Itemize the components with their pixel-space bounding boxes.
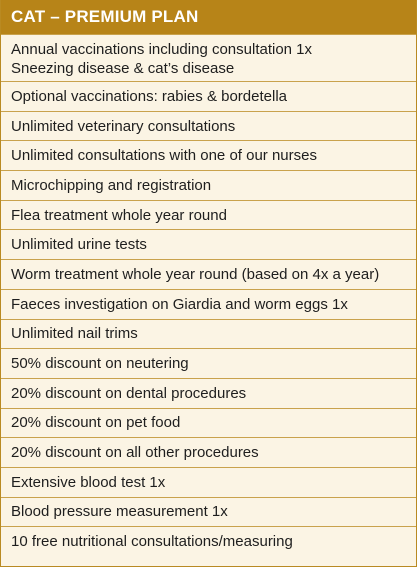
list-item: Faeces investigation on Giardia and worm eggs 1x [1, 289, 416, 319]
list-item: 10 free nutritional consultations/measuring [1, 526, 416, 556]
list-item: Flea treatment whole year round [1, 200, 416, 230]
plan-item-list [1, 34, 416, 566]
list-item: 20% discount on pet food [1, 408, 416, 438]
list-item: Unlimited consultations with one of our nurses [1, 140, 416, 170]
list-item: Extensive blood test 1x [1, 467, 416, 497]
plan-title: CAT – PREMIUM PLAN [1, 0, 416, 34]
list-item: 50% discount on neutering [1, 348, 416, 378]
list-item-line: Sneezing disease & cat’s disease [11, 60, 235, 77]
list-item: 20% discount on dental procedures [1, 378, 416, 408]
list-item: Worm treatment whole year round (based on 4x a year) [1, 259, 416, 289]
list-item-line: Annual vaccinations including consultation 1x [11, 41, 313, 58]
list-item: 20% discount on all other procedures [1, 437, 416, 467]
list-item: Blood pressure measurement 1x [1, 497, 416, 527]
list-item: Microchipping and registration [1, 170, 416, 200]
list-item: Optional vaccinations: rabies & bordetella [1, 81, 416, 111]
list-item [1, 34, 416, 81]
list-item: Unlimited veterinary consultations [1, 111, 416, 141]
list-item: Unlimited urine tests [1, 229, 416, 259]
list-item: Unlimited nail trims [1, 319, 416, 349]
